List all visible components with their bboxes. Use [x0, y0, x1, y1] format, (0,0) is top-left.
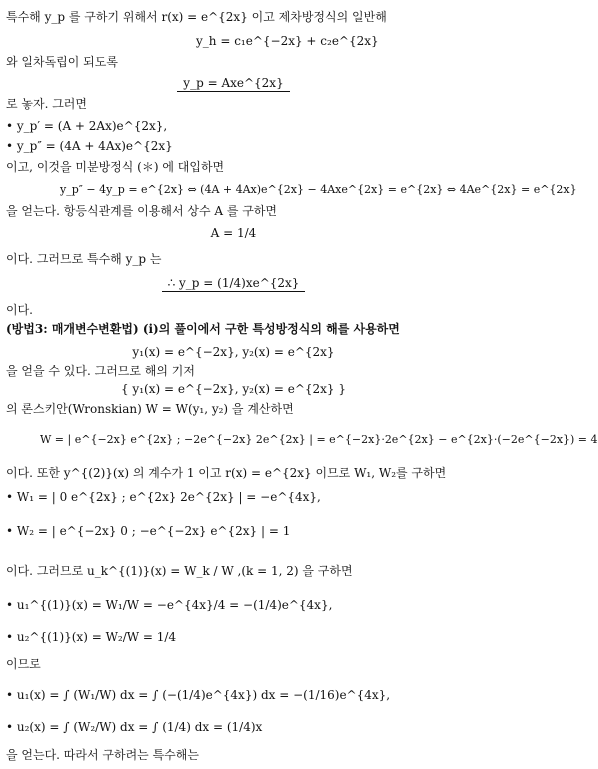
text-line: 특수해 y_p 를 구하기 위해서 r(x) = e^{2x} 이고 제차방정식의 일반해 — [6, 10, 387, 24]
equation-line: A = 1/4 — [210, 226, 257, 240]
equation-line — [0, 76, 467, 91]
bullet-equation: • W₁ = | 0 e^{2x} ; e^{2x} 2e^{2x} | = −e^{4x}, — [6, 490, 321, 504]
text-line: 로 놓자. 그러면 — [6, 97, 87, 111]
equation-line — [0, 276, 467, 291]
text-line: 이다. 또한 y^{(2)}(x) 의 계수가 1 이고 r(x) = e^{2x} 이므로 W₁, W₂를 구하면 — [6, 466, 447, 480]
text-line: 이므로 — [6, 657, 41, 671]
text-line: 을 얻는다. 따라서 구하려는 특수해는 — [6, 748, 199, 762]
section-heading: (방법3: 매개변수변환법) (i)의 풀이에서 구한 특성방정식의 해를 사용하면 — [6, 322, 400, 336]
bullet-equation: • W₂ = | e^{−2x} 0 ; −e^{−2x} e^{2x} | = 1 — [6, 524, 291, 538]
bullet-equation: • y_p″ = (4A + 4Ax)e^{2x} — [6, 139, 173, 153]
equation-line: y_h = c₁e^{−2x} + c₂e^{2x} — [196, 34, 379, 48]
boxed-equation: ∴ y_p = (1/4)xe^{2x} — [162, 276, 306, 292]
text-line: 이고, 이것을 미분방정식 (＊) 에 대입하면 — [6, 160, 225, 174]
equation-line: y₁(x) = e^{−2x}, y₂(x) = e^{2x} — [132, 345, 335, 359]
equation-line: y_p″ − 4y_p = e^{2x} ⇔ (4A + 4Ax)e^{2x} − 4Axe^{2x} = e^{2x} ⇔ 4Ae^{2x} = e^{2x} — [60, 183, 577, 196]
text-line: 이다. 그러므로 u_k^{(1)}(x) = W_k / W ,(k = 1, 2) 을 구하면 — [6, 564, 353, 578]
text-line: 이다. 그러므로 특수해 y_p 는 — [6, 252, 162, 266]
equation-line: W = | e^{−2x} e^{2x} ; −2e^{−2x} 2e^{2x} | = e^{−2x}·2e^{2x} − e^{2x}·(−2e^{−2x}) = 4 — [40, 433, 598, 446]
bullet-equation: • u₂^{(1)}(x) = W₂/W = 1/4 — [6, 630, 177, 644]
bullet-equation: • u₁^{(1)}(x) = W₁/W = −e^{4x}/4 = −(1/4)e^{4x}, — [6, 598, 333, 612]
text-line: 와 일차독립이 되도록 — [6, 55, 118, 69]
text-line: 이다. — [6, 303, 33, 317]
bullet-equation: • u₂(x) = ∫ (W₂/W) dx = ∫ (1/4) dx = (1/4)x — [6, 720, 263, 734]
text-line: 을 얻는다. 항등식관계를 이용해서 상수 A 를 구하면 — [6, 204, 278, 218]
bullet-equation: • y_p′ = (A + 2Ax)e^{2x}, — [6, 119, 168, 133]
text-line: 의 론스키안(Wronskian) W = W(y₁, y₂) 을 계산하면 — [6, 402, 294, 416]
text-line: 을 얻을 수 있다. 그러므로 해의 기저 — [6, 364, 195, 378]
equation-line: { y₁(x) = e^{−2x}, y₂(x) = e^{2x} } — [120, 382, 347, 396]
boxed-equation: y_p = Axe^{2x} — [177, 76, 289, 92]
bullet-equation: • u₁(x) = ∫ (W₁/W) dx = ∫ (−(1/4)e^{4x}) dx = −(1/16)e^{4x}, — [6, 688, 391, 702]
